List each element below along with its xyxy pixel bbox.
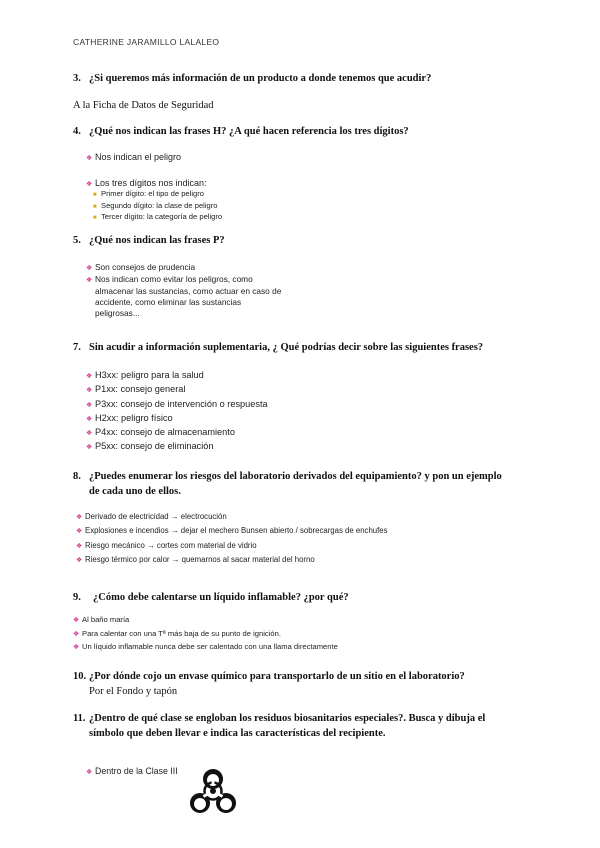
answer-5-text-1: Son consejos de prudencia bbox=[95, 262, 196, 272]
answer-3: A la Ficha de Datos de Seguridad bbox=[73, 100, 214, 111]
heating-list bbox=[73, 614, 338, 655]
bullet-icon: ❖ bbox=[73, 630, 80, 638]
bullet-icon: ❖ bbox=[76, 514, 83, 521]
list-item bbox=[86, 440, 268, 454]
list-item bbox=[86, 412, 268, 426]
bullet-icon: ❖ bbox=[86, 401, 93, 409]
bullet-icon: ❖ bbox=[73, 617, 80, 624]
list-item bbox=[73, 628, 338, 642]
digit-1-text: Primer dígito: el tipo de peligro bbox=[101, 189, 204, 198]
question-5-text: ¿Qué nos indican las frases P? bbox=[89, 235, 225, 246]
risk-4: Riesgo térmico por calor → quemarnos al sacar material del horno bbox=[85, 554, 315, 564]
question-8 bbox=[73, 471, 502, 482]
question-11-line-2: símbolo que deben llevar e indica las características del recipiente. bbox=[89, 728, 386, 739]
answer-4-line-1 bbox=[86, 151, 181, 166]
bullet-icon: ❖ bbox=[86, 373, 93, 380]
sub-bullet-icon: ■ bbox=[93, 203, 97, 210]
phrase-6: P5xx: consejo de eliminación bbox=[95, 441, 214, 452]
list-item bbox=[86, 383, 268, 397]
phrase-1: H3xx: peligro para la salud bbox=[95, 370, 204, 380]
question-7-number: 7. bbox=[73, 342, 81, 353]
answer-5-line-1 bbox=[86, 262, 281, 274]
bullet-icon: ❖ bbox=[86, 430, 93, 438]
answer-5-text-2a: Nos indican como evitar los peligros, como bbox=[95, 274, 253, 284]
question-4-text: ¿Qué nos indican las frases H? ¿A qué hacen referencia los tres dígitos? bbox=[89, 126, 409, 137]
question-5 bbox=[73, 235, 225, 246]
answer-10: Por el Fondo y tapón bbox=[89, 686, 178, 697]
question-7 bbox=[73, 342, 483, 353]
heating-2: Para calentar con una Tª más baja de su punto de ignición. bbox=[82, 628, 281, 638]
question-3-number: 3. bbox=[73, 73, 81, 84]
answer-5 bbox=[86, 262, 281, 319]
author-header: CATHERINE JARAMILLO LALALEO bbox=[73, 37, 220, 47]
bullet-icon: ❖ bbox=[86, 155, 93, 162]
answer-4-text-1: Nos indican el peligro bbox=[95, 152, 182, 162]
risk-2: Explosiones e incendios → dejar el mechero Bunsen abierto / sobrecargas de enchufes bbox=[85, 526, 388, 536]
bullet-icon: ❖ bbox=[86, 277, 93, 284]
answer-11-text: Dentro de la Clase III bbox=[95, 766, 178, 776]
list-item bbox=[93, 189, 222, 201]
question-3 bbox=[73, 73, 431, 84]
question-10 bbox=[73, 671, 465, 682]
question-3-text: ¿Si queremos más información de un producto a donde tenemos que acudir? bbox=[89, 73, 432, 84]
question-11-text-1: ¿Dentro de qué clase se engloban los residuos biosanitarios especiales?. Busca y dibuja el bbox=[89, 713, 486, 724]
question-11 bbox=[73, 713, 485, 724]
phrases-list bbox=[86, 369, 268, 455]
question-10-text: ¿Por dónde cojo un envase químico para transportarlo de un sitio en el laboratorio? bbox=[89, 671, 465, 682]
list-item bbox=[73, 614, 338, 628]
heating-3: Un líquido inflamable nunca debe ser calentado con una llama directamente bbox=[82, 642, 338, 651]
list-item bbox=[73, 641, 338, 655]
sub-bullet-icon: ■ bbox=[93, 215, 97, 221]
digit-3-text: Tercer dígito: la categoría de peligro bbox=[101, 212, 223, 221]
question-8-number: 8. bbox=[73, 471, 81, 482]
question-8-text-1: ¿Puedes enumerar los riesgos del laboratorio derivados del equipamiento? y pon un ejemplo bbox=[89, 471, 502, 482]
answer-5-line-2 bbox=[86, 274, 281, 286]
biohazard-icon bbox=[188, 763, 238, 813]
list-item bbox=[86, 369, 268, 383]
list-item bbox=[76, 553, 388, 567]
sub-bullet-icon: ■ bbox=[93, 192, 97, 198]
answer-4-text-2: Los tres dígitos nos indican: bbox=[95, 178, 207, 188]
bullet-icon: ❖ bbox=[86, 265, 93, 272]
phrase-3: P3xx: consejo de intervención o respuesta bbox=[95, 398, 268, 409]
answer-11 bbox=[86, 765, 178, 780]
list-item bbox=[76, 539, 388, 553]
heating-1: Al baño maría bbox=[82, 615, 130, 624]
bullet-icon: ❖ bbox=[76, 542, 83, 550]
bullet-icon: ❖ bbox=[86, 387, 93, 395]
question-10-number: 10. bbox=[73, 671, 87, 682]
bullet-icon: ❖ bbox=[86, 769, 93, 776]
risk-3: Riesgo mecánico → cortes com material de vidrio bbox=[85, 540, 257, 550]
list-item bbox=[93, 201, 222, 213]
answer-5-line-4: accidente, como eliminar las sustancias bbox=[95, 297, 242, 307]
risks-list bbox=[76, 510, 388, 567]
list-item bbox=[86, 426, 268, 440]
list-item bbox=[76, 510, 388, 524]
phrase-5: P4xx: consejo de almacenamiento bbox=[95, 427, 235, 438]
answer-5-line-5: peligrosas... bbox=[95, 308, 140, 318]
bullet-icon: ❖ bbox=[73, 644, 80, 651]
question-4 bbox=[73, 126, 409, 137]
question-9 bbox=[73, 592, 349, 603]
phrase-4: H2xx: peligro físico bbox=[95, 412, 173, 423]
question-7-text: Sin acudir a información suplementaria, ¿ Qué podrías decir sobre las siguientes frases? bbox=[89, 342, 484, 353]
answer-5-line-3: almacenar las sustancias, como actuar en caso de bbox=[95, 286, 282, 296]
digit-2-text: Segundo dígito: la clase de peligro bbox=[101, 200, 218, 210]
digits-list bbox=[93, 189, 222, 224]
bullet-icon: ❖ bbox=[86, 415, 93, 423]
list-item bbox=[93, 212, 222, 224]
risk-1: Derivado de electricidad → electrocución bbox=[85, 512, 227, 521]
question-8-line-2: de cada uno de ellos. bbox=[89, 486, 181, 497]
question-9-text: ¿Cómo debe calentarse un líquido inflamable? ¿por qué? bbox=[93, 592, 349, 603]
bullet-icon: ❖ bbox=[76, 556, 83, 564]
bullet-icon: ❖ bbox=[86, 444, 93, 452]
question-11-number: 11. bbox=[73, 713, 86, 724]
question-4-number: 4. bbox=[73, 126, 81, 137]
question-5-number: 5. bbox=[73, 235, 81, 246]
list-item bbox=[76, 524, 388, 538]
phrase-2: P1xx: consejo general bbox=[95, 384, 186, 395]
question-9-number: 9. bbox=[73, 592, 81, 603]
bullet-icon: ❖ bbox=[86, 181, 93, 188]
bullet-icon: ❖ bbox=[76, 528, 83, 536]
list-item bbox=[86, 398, 268, 412]
